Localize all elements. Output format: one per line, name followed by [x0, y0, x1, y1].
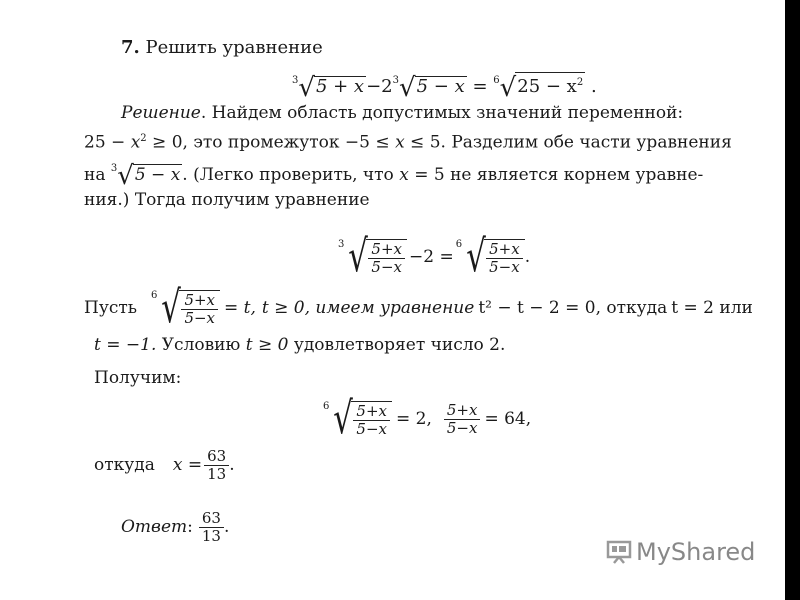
period: .: [590, 76, 597, 97]
problem-title: [121, 38, 323, 58]
solution-line-4: ния.) Тогда получим уравнение: [84, 190, 370, 210]
radicand: 5 − x: [416, 76, 465, 97]
problem-number: 7.: [121, 37, 140, 58]
solution-line-1: [121, 103, 683, 123]
presentation-board-icon: [606, 539, 632, 565]
equation-3: 6 √ $\frac{5+x}{5-x}$ = 2, $\frac{5+x}{5-x}$ = 64,: [323, 393, 532, 444]
root-index: 3: [392, 75, 400, 86]
watermark-text: MyShared: [636, 538, 756, 566]
right-black-bar: [785, 0, 800, 600]
equals: =: [472, 76, 488, 97]
answer-line: Ответ : $\frac{63}{13}$ .: [121, 508, 230, 545]
solution-line-6: t = −1. Условию t ≥ 0 удовлетворяет число 2.: [94, 335, 506, 355]
myshared-logo: [606, 535, 755, 569]
obtain-line: Получим:: [94, 368, 182, 388]
radicand: $25 - x^2$: [515, 72, 585, 97]
problem-title-text: Решить уравнение: [145, 37, 323, 58]
root-index: 6: [493, 75, 500, 86]
solution-line-3: на $^3$√5 − x . (Легко проверить, что x = 5 не является корнем уравне-: [84, 161, 704, 191]
whence-line: откуда x = $\frac{63}{13}$ .: [94, 446, 235, 483]
root-index: 3: [292, 75, 299, 86]
solution-label: Решение: [121, 103, 201, 123]
main-equation: $^3√5 + x -2^3√5 - x = ^6√25 - x^2$ .: [292, 73, 597, 103]
radicand: 5 + x: [315, 76, 365, 97]
solution-text: . Найдем область допустимых значений переменной:: [200, 103, 684, 123]
solution-line-2: $25 - x^2 \ge 0$, это промежуток −5 ≤ x ≤ 5. Разделим обе части уравнения: [84, 132, 732, 153]
operator: −2: [366, 76, 393, 97]
substitution-line: Пусть 6 √ $\frac{5+x}{5-x}$ = t, t ≥ 0, имеем уравнение t² − t − 2 = 0, откуда t = 2 или: [84, 282, 753, 333]
equation-2: 3 √ $\frac{5+x}{5-x}$ −2 = 6 √ $\frac{5+x}{5-x}$ .: [338, 231, 531, 282]
